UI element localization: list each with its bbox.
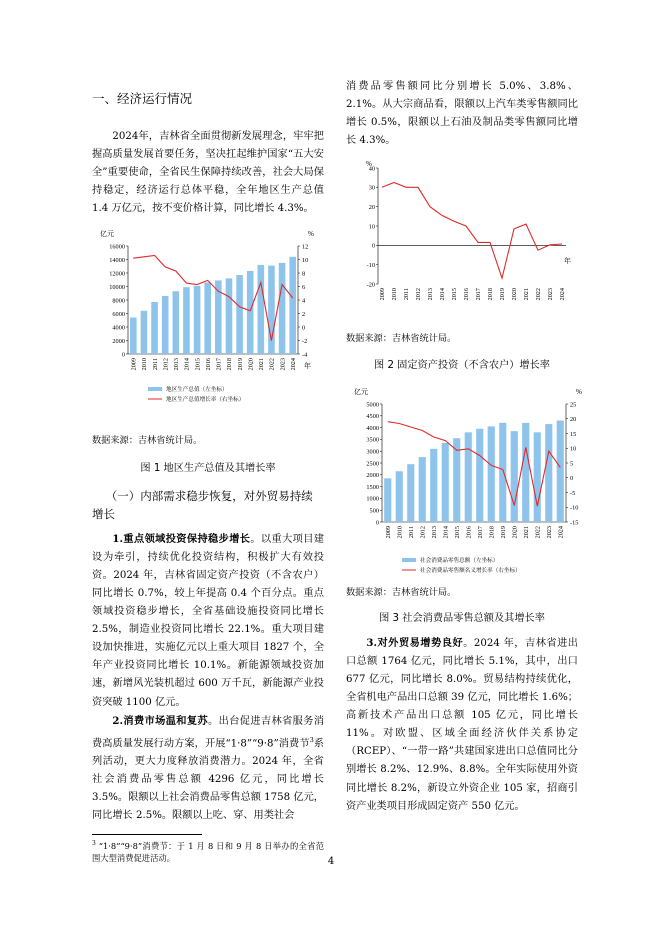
x-tick-label: 2022 [534,525,542,538]
bar [247,271,254,354]
x-tick-label: 2016 [463,288,471,301]
left-tick-label: 0 [121,351,125,359]
right-tick-label: 8 [302,270,306,278]
bar [430,448,437,521]
x-tick-label: 2023 [279,358,287,371]
y-tick-label: 30 [368,185,375,193]
section-title: 一、经济运行情况 [92,91,193,106]
subsection-title: （一）内部需求稳步恢复，对外贸易持续增长 [92,488,313,521]
page-number: 4 [327,856,335,867]
x-tick-label: 2015 [451,288,459,301]
x-tick-label: 2014 [442,525,450,538]
fig1-chart [92,226,324,426]
x-tick-label: 2019 [499,288,507,301]
x-tick-label: 2010 [141,358,149,371]
bar [194,286,201,354]
x-tick-label: 2009 [379,288,387,301]
x-tick-label: 2020 [247,358,255,371]
bar [442,443,449,522]
x-tick-label: 2017 [476,525,484,538]
legend-bar-label: 社会消费品零售总额（左坐标） [420,557,499,564]
intro-paragraph: 2024年，吉林省全面贯彻新发展理念，牢牢把握高质量发展首要任务，坚决扛起维护国家“五大安全”重要使命，全省民生保障持续改善，社会大局保持稳定，经济运行总体平稳，全年地区生产总值 1.4 万亿元，按不变价格计算，同比增长 4.3%。 [92,131,324,215]
legend-line-label: 社会消费品零售额名义增长率（右坐标） [420,567,521,574]
bar [545,424,552,522]
fig3-data-source: 数据来源：吉林省统计局。 [346,586,457,598]
left-tick-label: 14000 [109,257,125,265]
bar [151,302,158,354]
x-tick-label: 2019 [236,358,244,371]
x-tick-label: 2021 [522,525,530,538]
bar [279,263,286,354]
right-tick-label: 20 [570,415,577,423]
left-tick-label: 3000 [366,448,379,456]
left-tick-label: 16000 [109,243,125,251]
x-tick-label: 2024 [557,525,565,538]
x-axis-unit: 年 [304,362,311,371]
paragraph-investment-body: 。以重大项目建设为牵引，持续优化投资结构，积极扩大有效投资。2024 年，吉林省固定资产投资（不含农户）同比增长 0.7%，较上年提高 0.4 个百分点。重点领域投资稳步增长，全省基础设施投资同比增长 2.5%，制造业投资同比增长 22.1%。重大项目建设加快推进，实施亿元以上重大项目 1827 个，全年产业投资同比增长 10.1%。新能源领域投资加速，新增风光装机超过 600 万千瓦，新能源产业投资突破 1100 亿元。 [92,533,324,708]
bar [465,432,472,522]
x-tick-label: 2017 [475,288,483,301]
left-tick-label: 4500 [366,412,379,420]
right-axis-unit: % [576,387,582,396]
x-tick-label: 2016 [465,525,473,538]
bar [226,279,233,355]
right-column [346,78,582,816]
right-tick-label: 0 [570,474,574,482]
bar [522,422,529,521]
y-tick-label: 40 [368,165,375,173]
left-tick-label: 5000 [366,400,379,408]
right-tick-label: 10 [570,445,577,453]
fig2-caption: 图 2 固定资产投资（不含农户）增长率 [374,360,550,372]
right-tick-label: -10 [570,504,579,512]
x-axis-unit: 年 [564,257,571,266]
left-tick-label: 12000 [109,270,125,278]
left-tick-label: 4000 [112,324,125,332]
left-tick-label: 2000 [112,338,125,346]
bar [488,426,495,522]
y-tick-label: -20 [366,281,375,289]
right-tick-label: 5 [570,459,574,467]
paragraph-trade-body: 。2024 年，吉林省进出口总额 1764 亿元，同比增长 5.1%，其中，出口 677 亿元，同比增长 8.0%。贸易结构持续优化，全省机电产品出口总额 39 亿元，同比增长 1.6%；高新技术产品出口总额 105 亿元，同比增长 11%。对欧盟、区域全面经济伙伴关系协定（RCEP）、“一带一路”共建国家进出口总值同比分别增长 8.2%、12.9%、8.8%。全年实际使用外资同比增长 8.2%，新设立外资企业 105 家，招商引资产业类项目形成固定资产 550 亿元。 [346,637,578,812]
investment-growth-line [382,183,562,279]
x-tick-label: 2012 [162,358,170,371]
bar [183,288,190,355]
right-tick-label: 0 [302,324,306,332]
x-tick-label: 2015 [194,358,202,371]
y-axis-unit: % [366,160,372,169]
left-tick-label: 1000 [366,495,379,503]
paragraph-consumption-body: 。出台促进吉林省服务消费高质量发展行动方案，开展“1·8”“9·8”消费节 [92,715,325,750]
bar [173,292,180,355]
bar [162,296,169,354]
x-tick-label: 2018 [226,358,234,371]
right-tick-label: 15 [570,430,577,438]
x-tick-label: 2010 [396,525,404,538]
paragraph-consumption [92,712,324,826]
right-tick-label: 25 [570,400,577,408]
left-column [92,78,324,865]
y-tick-label: -10 [366,262,375,270]
paragraph-consumption-lead: 2.消费市场温和复苏 [112,714,209,727]
left-tick-label: 2000 [366,471,379,479]
bar [289,257,296,354]
footnote-text: “1·8”“9·8”消费节：于 1 月 8 日和 9 月 8 日举办的全省范围大型消费促进活动。 [92,840,325,864]
x-tick-label: 2014 [439,288,447,301]
right-tick-label: 2 [302,311,306,319]
paragraph-consumption-body-2: 系列活动，更大力度释放消费潜力。2024 年，全省社会消费品零售总额 4296 亿元，同比增长 3.5%。限额以上社会消费品零售总额 1758 亿元，同比增长 2.5%。限额以上吃、穿、用类社会 [92,738,325,822]
x-tick-label: 2009 [384,525,392,538]
x-tick-label: 2023 [547,288,555,301]
fig2-data-source: 数据来源：吉林省统计局。 [346,333,457,345]
left-tick-label: 8000 [112,297,125,305]
legend-bar-swatch [402,558,416,562]
x-tick-label: 2011 [407,525,415,538]
right-tick-label: -15 [570,518,579,526]
right-axis-unit: % [308,230,314,239]
x-tick-label: 2013 [430,525,438,538]
fig2-chart [346,156,578,328]
x-tick-label: 2020 [511,288,519,301]
paragraph-trade [346,634,578,816]
x-tick-label: 2012 [415,288,423,301]
bar [419,457,426,522]
left-tick-label: 1500 [366,483,379,491]
x-tick-label: 2010 [391,288,399,301]
left-tick-label: 0 [375,518,379,526]
footnote-ref: 3 [309,735,314,744]
legend-bar-label: 地区生产总值（左坐标） [166,387,228,394]
x-tick-label: 2019 [499,525,507,538]
left-tick-label: 6000 [112,311,125,319]
x-tick-label: 2022 [268,358,276,371]
paragraph-trade-lead: 3.对外贸易增势良好 [366,636,464,649]
x-tick-label: 2015 [453,525,461,538]
x-tick-label: 2024 [289,358,297,371]
x-tick-label: 2014 [183,358,191,371]
bar [141,311,148,354]
bar [534,432,541,522]
right-tick-label: -4 [302,351,308,359]
bar [130,318,137,354]
right-tick-label: 12 [302,243,309,251]
x-tick-label: 2021 [523,288,531,301]
paragraph-investment-lead: 1.重点领域投资保持稳步增长 [112,532,251,545]
bar [396,471,403,522]
bar [499,422,506,521]
x-tick-label: 2011 [151,358,159,371]
paragraph-investment [92,530,324,712]
footnote-rule [92,834,202,835]
bar [384,478,391,522]
bar [407,464,414,522]
y-tick-label: 20 [368,204,375,212]
x-tick-label: 2013 [427,288,435,301]
right-tick-label: -5 [570,489,576,497]
bar [204,283,211,355]
right-tick-label: 4 [302,297,306,305]
fig1-data-source: 数据来源：吉林省统计局。 [92,435,203,447]
legend-line-label: 地区生产总值增长率（右坐标） [166,397,245,404]
right-tick-label: -2 [302,338,308,346]
fig1-caption: 图 1 地区生产总值及其增长率 [140,462,276,474]
left-tick-label: 4000 [366,424,379,432]
right-tick-label: 6 [302,284,306,292]
legend-bar-swatch [148,387,162,391]
x-tick-label: 2018 [488,525,496,538]
right-tick-label: 10 [302,257,309,265]
x-tick-label: 2013 [173,358,181,371]
x-tick-label: 2012 [419,525,427,538]
bar [236,275,243,354]
bar [258,265,265,354]
fig3-chart [346,382,582,582]
left-axis-unit: 亿元 [354,387,368,396]
bar [268,266,275,354]
bar [476,428,483,521]
footnote-mark: 3 [92,839,96,847]
y-tick-label: 0 [371,243,375,251]
fig3-caption: 图 3 社会消费品零售总额及其增长率 [379,612,545,624]
x-tick-label: 2011 [403,288,411,301]
y-tick-label: 10 [368,223,375,231]
x-tick-label: 2020 [511,525,519,538]
left-tick-label: 2500 [366,459,379,467]
paragraph-consumption-cont: 消费品零售额同比分别增长 5.0%、3.8%、2.1%。从大宗商品看，限额以上汽车类零售额同比增长 0.5%，限额以上石油及制品类零售额同比增长 4.3%。 [346,81,578,147]
x-tick-label: 2023 [545,525,553,538]
left-tick-label: 3500 [366,436,379,444]
left-axis-unit: 亿元 [100,230,114,239]
x-tick-label: 2021 [258,358,266,371]
x-tick-label: 2009 [130,358,138,371]
left-tick-label: 500 [369,507,379,515]
left-tick-label: 10000 [109,284,125,292]
bar [511,431,518,522]
bar [557,420,564,521]
x-tick-label: 2017 [215,358,223,371]
x-tick-label: 2024 [559,288,567,301]
x-tick-label: 2022 [535,288,543,301]
x-tick-label: 2016 [204,358,212,371]
x-tick-label: 2018 [487,288,495,301]
